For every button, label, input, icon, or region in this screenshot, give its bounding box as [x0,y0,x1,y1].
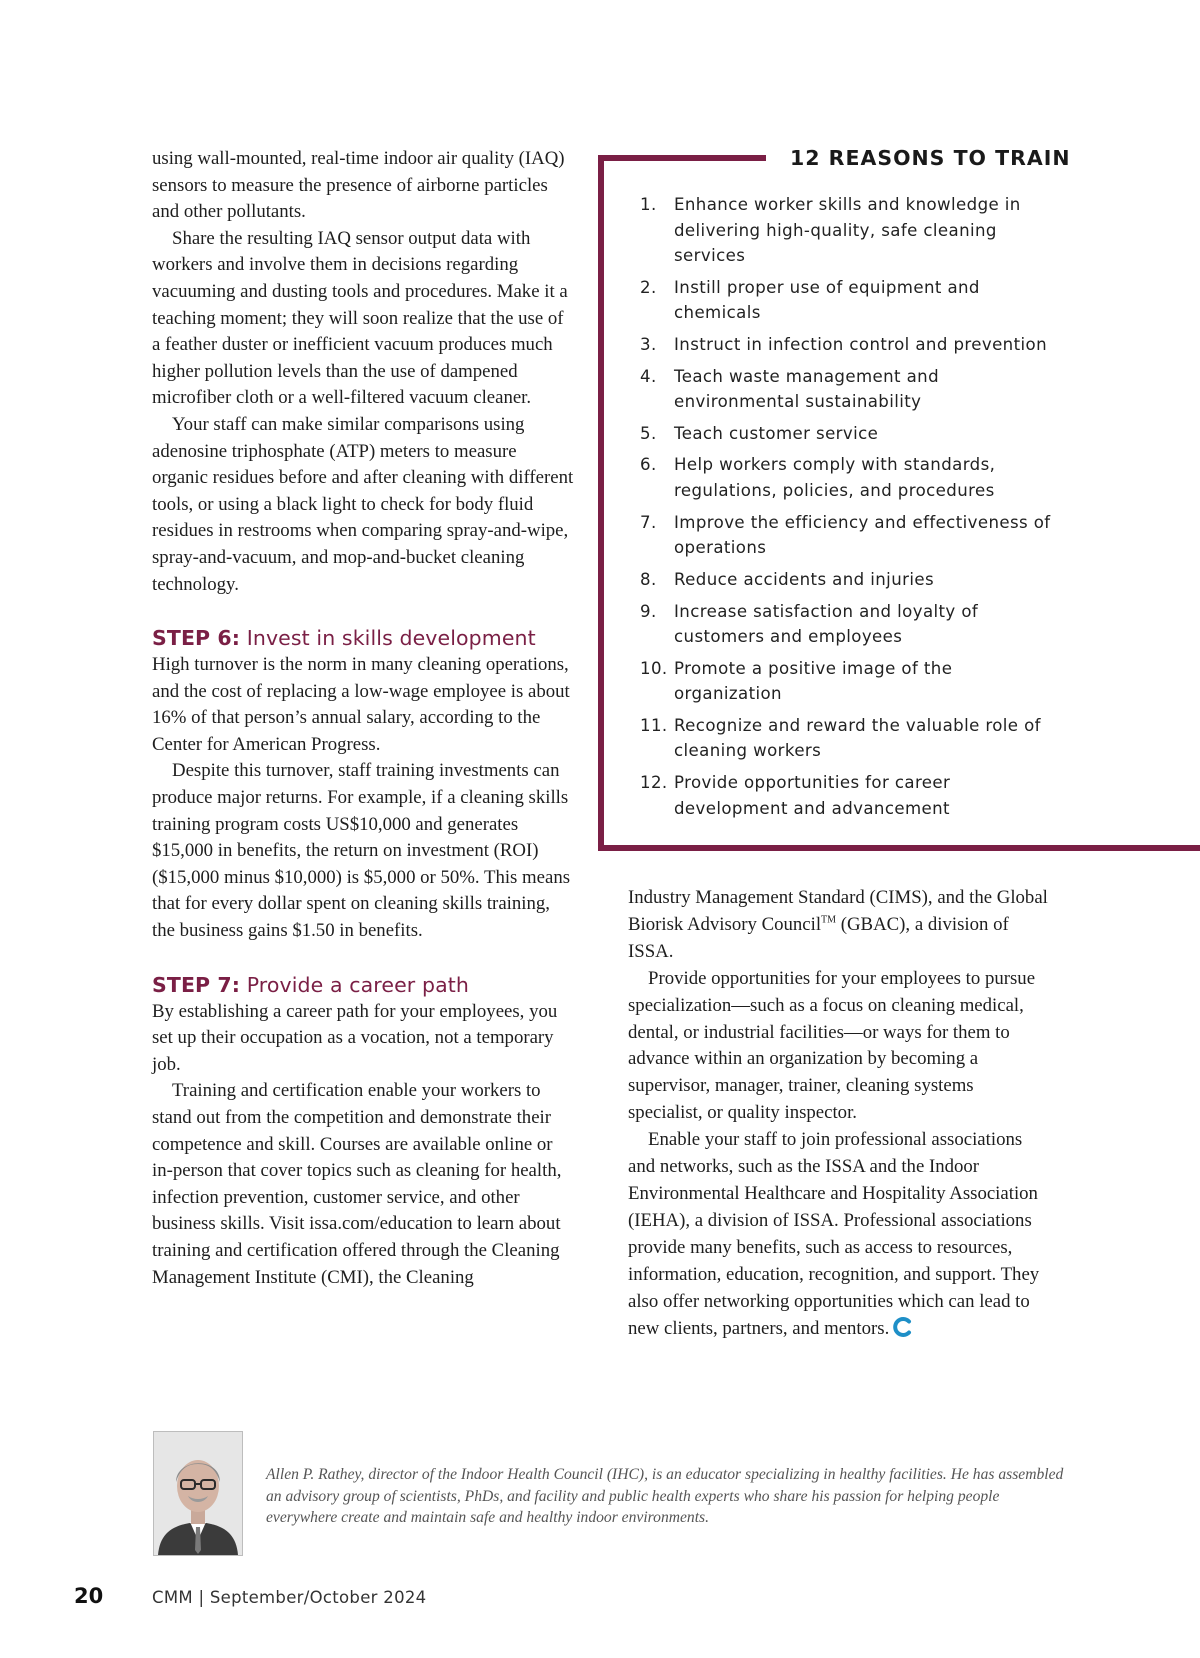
reason-item [640,275,1060,326]
reason-number: 11. [640,715,668,735]
left-column [152,146,576,1291]
footer-publication: CMM | September/October 2024 [152,1588,427,1607]
right-text: (GBAC), a division of ISSA. [628,913,1009,962]
reason-number: 10. [640,658,668,678]
right-text: Industry Management Standard (CIMS), and the Global Biorisk Advisory Council [628,887,1048,935]
page-number: 20 [74,1584,104,1608]
reason-text: Help workers comply with standards, regulations, policies, and procedures [674,455,996,500]
reason-text: Recognize and reward the valuable role of cleaning workers [674,715,1041,761]
left-paragraph: Your staff can make similar comparisons using adenosine triphosphate (ATP) meters to measure organic residues before and after cleaning with different tools, or using a black light to check for body fluid residues in restrooms when comparing spray-and-wipe, spray-and-vacuum, and mop-and-bucket cleaning technology. [152,413,574,595]
c-end-mark-icon [892,1316,914,1338]
step7-heading [152,971,576,999]
step7-paragraph: Training and certification enable your workers to stand out from the competition and demonstrate their competence and skill. Courses are available online or in-person that cover topics such as cleaning for health, infection prevention, customer service, and other business skills. Visit issa.com/education to learn about training and certification offered through the Cleaning Management Institute (CMI), the Cleaning [152,1080,562,1288]
step6-paragraph: Despite this turnover, staff training investments can produce major returns. For example, if a cleaning skills training program costs US$10,000 and generates $15,000 in benefits, the return on investment (ROI) ($15,000 minus $10,000) is $5,000 or 50%. This means that for every dollar spent on cleaning skills training, the business gains $1.50 in benefits. [152,760,571,942]
reason-number: 12. [640,773,668,793]
step7-paragraph: By establishing a career path for your employees, you set up their occupation as a vocation, not a temporary job. [152,1000,558,1075]
author-portrait-icon [154,1432,242,1555]
reason-item [640,421,1060,447]
reason-text: Teach waste management and environmental sustainability [674,366,940,412]
reasons-list [640,192,1060,827]
left-paragraph: Share the resulting IAQ sensor output data with workers and involve them in decisions regarding vacuuming and dusting tools and procedures. Make it a teaching moment; they will soon realize that the use of a feather duster or inefficient vacuum produces much higher pollution levels than the use of dampened microfiber cloth or a well-filtered vacuum cleaner. [152,227,568,409]
reason-item [640,452,1060,503]
reason-item [640,656,1060,707]
reason-item [640,192,1060,269]
reason-number: 4. [640,366,657,386]
reason-text: Instill proper use of equipment and chemicals [674,277,980,323]
sidebar-border-left [598,155,604,851]
reason-text: Enhance worker skills and knowledge in delivering high-quality, safe cleaning services [674,195,1021,265]
step7-title: Provide a career path [246,972,469,997]
reason-text: Provide opportunities for career development and advancement [674,773,951,818]
reason-text: Teach customer service [674,423,879,443]
reason-item [640,713,1060,764]
left-paragraph: using wall-mounted, real-time indoor air quality (IAQ) sensors to measure the presence of airborne particles and other pollutants. [152,148,565,223]
author-bio: Allen P. Rathey, director of the Indoor Health Council (IHC), is an educator specializing in healthy facilities. He has assembled an advisory group of scientists, PhDs, and facility and public health experts who share his passion for helping people everywhere create and maintain safe and healthy indoor environments. [266,1466,1064,1526]
reason-number: 2. [640,277,657,297]
reason-text: Promote a positive image of the organization [674,658,953,704]
sidebar-border-bottom [598,845,1200,851]
reason-text: Reduce accidents and injuries [674,569,934,589]
reason-item [640,332,1060,358]
sidebar-border-top [598,155,766,161]
step6-title: Invest in skills development [246,626,536,651]
sidebar-title: 12 REASONS TO TRAIN [790,146,1071,170]
right-column [628,885,1048,1342]
trademark-mark: TM [821,914,837,926]
reason-number: 7. [640,512,657,532]
author-photo [153,1431,243,1556]
reason-text: Instruct in infection control and prevention [674,334,1047,354]
reason-text: Increase satisfaction and loyalty of customers and employees [674,601,979,646]
step6-paragraph: High turnover is the norm in many cleaning operations, and the cost of replacing a low-wage employee is about 16% of that person’s annual salary, according to the Center for American Progress. [152,654,570,755]
right-paragraph [628,1127,1048,1342]
right-paragraph [628,885,1048,966]
step6-heading [152,624,576,652]
right-paragraph: Provide opportunities for your employees to pursue specialization—such as a focus on cleaning medical, dental, or industrial facilities—or ways for them to advance within an organization by becoming a supervisor, manager, trainer, cleaning systems specialist, or quality inspector. [628,967,1036,1124]
right-text: Enable your staff to join professional associations and networks, such as the ISSA and the Indoor Environmental Healthcare and Hospitality Association (IEHA), a division of ISSA. Professional associations provide many benefits, such as access to resources, information, education, recognition, and support. They also offer networking opportunities which can lead to new clients, partners, and mentors. [628,1129,1040,1339]
reason-item [640,599,1060,650]
reason-item [640,567,1060,593]
reason-item [640,770,1060,821]
reason-number: 1. [640,195,657,214]
reason-number: 3. [640,334,657,354]
reason-number: 8. [640,569,657,589]
step6-label: STEP 6: [152,626,241,651]
reason-item [640,510,1060,561]
reason-item [640,364,1060,415]
reason-number: 5. [640,423,657,443]
reason-number: 9. [640,601,657,621]
reason-text: Improve the efficiency and effectiveness of operations [674,512,1051,558]
reason-number: 6. [640,455,657,475]
step7-label: STEP 7: [152,972,241,997]
